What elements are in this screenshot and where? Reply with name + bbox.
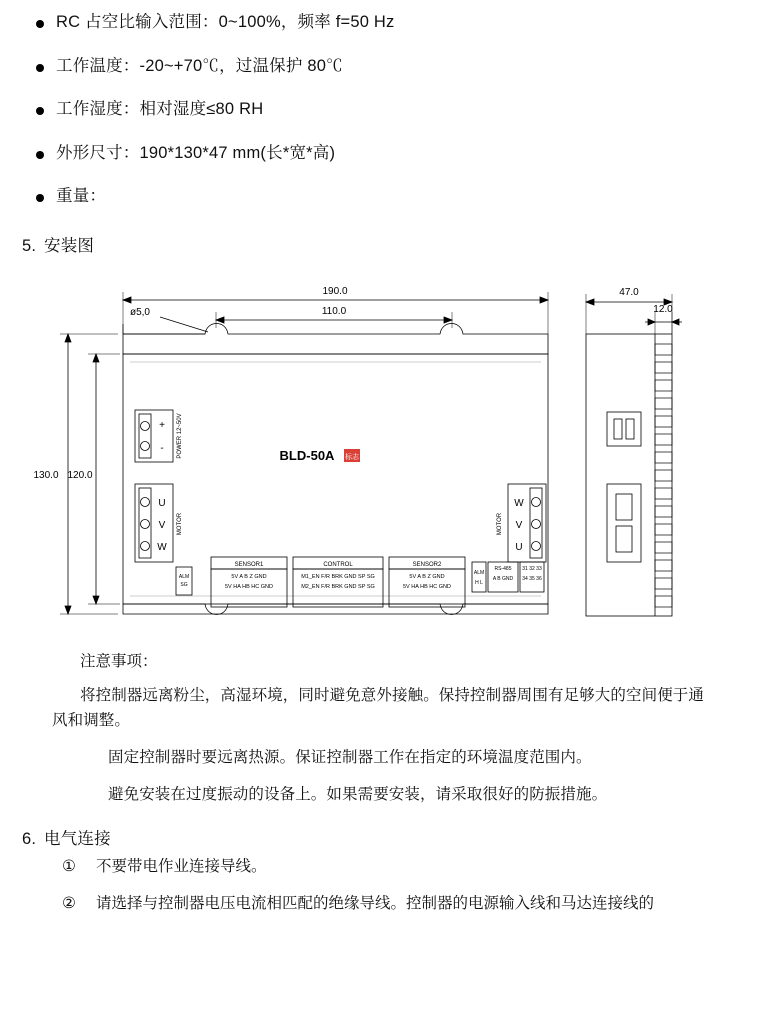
connector-control-title: CONTROL <box>323 561 353 568</box>
dim-height-total: 130.0 <box>33 469 59 481</box>
section-title: 安装图 <box>44 236 95 255</box>
section-title: 电气连接 <box>44 829 111 848</box>
list-marker: ② <box>62 895 76 913</box>
connector-sensor2-row2: 5V HA HB HC GND <box>403 583 451 590</box>
notes-title: 注意事项： <box>80 652 158 670</box>
list-item <box>0 855 761 878</box>
list-item-label: 不要带电作业连接导线。 <box>96 857 267 875</box>
installation-drawing <box>0 262 761 637</box>
connector-sensor1-row1: 5V A B Z GND <box>231 573 267 580</box>
dim-hole-dia: ø5,0 <box>129 306 151 318</box>
connector-control-row2: M2_EN F/R BRK GND SP SG <box>301 583 375 590</box>
section-heading-electrical <box>0 825 761 849</box>
connector-control-row1: M1_EN F/R BRK GND SP SG <box>301 573 375 580</box>
dim-height-inner: 120.0 <box>67 469 93 481</box>
motor-right-u: U <box>515 541 523 553</box>
dim-width-total: 190.0 <box>322 285 348 297</box>
list-item: 重量： <box>0 188 761 205</box>
section-number: 5. <box>22 236 37 255</box>
motor-left-side-text: MOTOR <box>177 512 183 535</box>
list-item: 外形尺寸：190*130*47 mm(长*宽*高) <box>0 145 761 162</box>
model-badge: 标志 <box>345 453 359 461</box>
model-label: BLD-50A <box>279 447 335 463</box>
small-block-2-line1: RS-485 <box>494 565 512 572</box>
small-block-3-line2: 34 35 36 <box>522 575 542 582</box>
small-block-2-line2: A B GND <box>492 575 514 582</box>
small-block-1-line2: H L <box>475 579 483 586</box>
small-block-1-line1: ALM <box>473 569 485 576</box>
connector-sensor2-title: SENSOR2 <box>412 561 442 568</box>
notes-paragraph-1: 将控制器远离粉尘，高湿环境，同时避免意外接触。保持控制器周围有足够大的空间便于通风和调整。 <box>52 686 705 729</box>
list-item <box>0 892 761 915</box>
motor-left-u: U <box>158 497 166 509</box>
drawing-svg <box>0 262 761 637</box>
dim-side-small: 12.0 <box>653 303 673 315</box>
connector-sensor2-row1: 5V A B Z GND <box>409 573 445 580</box>
power-minus-label: - <box>160 442 164 454</box>
motor-right-w: W <box>514 497 524 509</box>
electrical-item-list <box>0 855 761 916</box>
list-item: RC 占空比输入范围：0~100%，频率 f=50 Hz <box>0 14 761 31</box>
connector-sensor1-title: SENSOR1 <box>234 561 264 568</box>
small-block-0-line1: ALM <box>178 573 190 580</box>
list-marker: ① <box>62 857 76 875</box>
connector-sensor1-row2: 5V HA HB HC GND <box>225 583 273 590</box>
notes-paragraph-2: 固定控制器时要远离热源。保证控制器工作在指定的环境温度范围内。 <box>108 748 592 766</box>
power-side-text: POWER 12~50V <box>177 412 183 459</box>
spec-bullet-list <box>0 0 761 205</box>
power-plus-label: + <box>159 419 165 431</box>
motor-left-w: W <box>157 541 167 553</box>
small-block-0-line2: SG <box>180 581 188 588</box>
notes-paragraph-3: 避免安装在过度振动的设备上。如果需要安装，请采取很好的防振措施。 <box>108 785 608 803</box>
section-number: 6. <box>22 829 37 848</box>
notes-block <box>0 649 761 807</box>
list-item: 工作湿度：相对湿度≤80 RH <box>0 101 761 118</box>
dim-side-depth: 47.0 <box>619 286 639 298</box>
list-item: 工作温度：-20~+70℃，过温保护 80℃ <box>0 58 761 75</box>
dim-hole-span: 110.0 <box>321 305 347 317</box>
motor-left-v: V <box>158 519 166 531</box>
motor-right-side-text: MOTOR <box>497 512 503 535</box>
motor-right-v: V <box>515 519 523 531</box>
small-block-3-line1: 31 32 33 <box>522 565 542 572</box>
list-item-label: 请选择与控制器电压电流相匹配的绝缘导线。控制器的电源输入线和马达连接线的 <box>96 895 655 913</box>
section-heading-installation <box>0 232 761 256</box>
